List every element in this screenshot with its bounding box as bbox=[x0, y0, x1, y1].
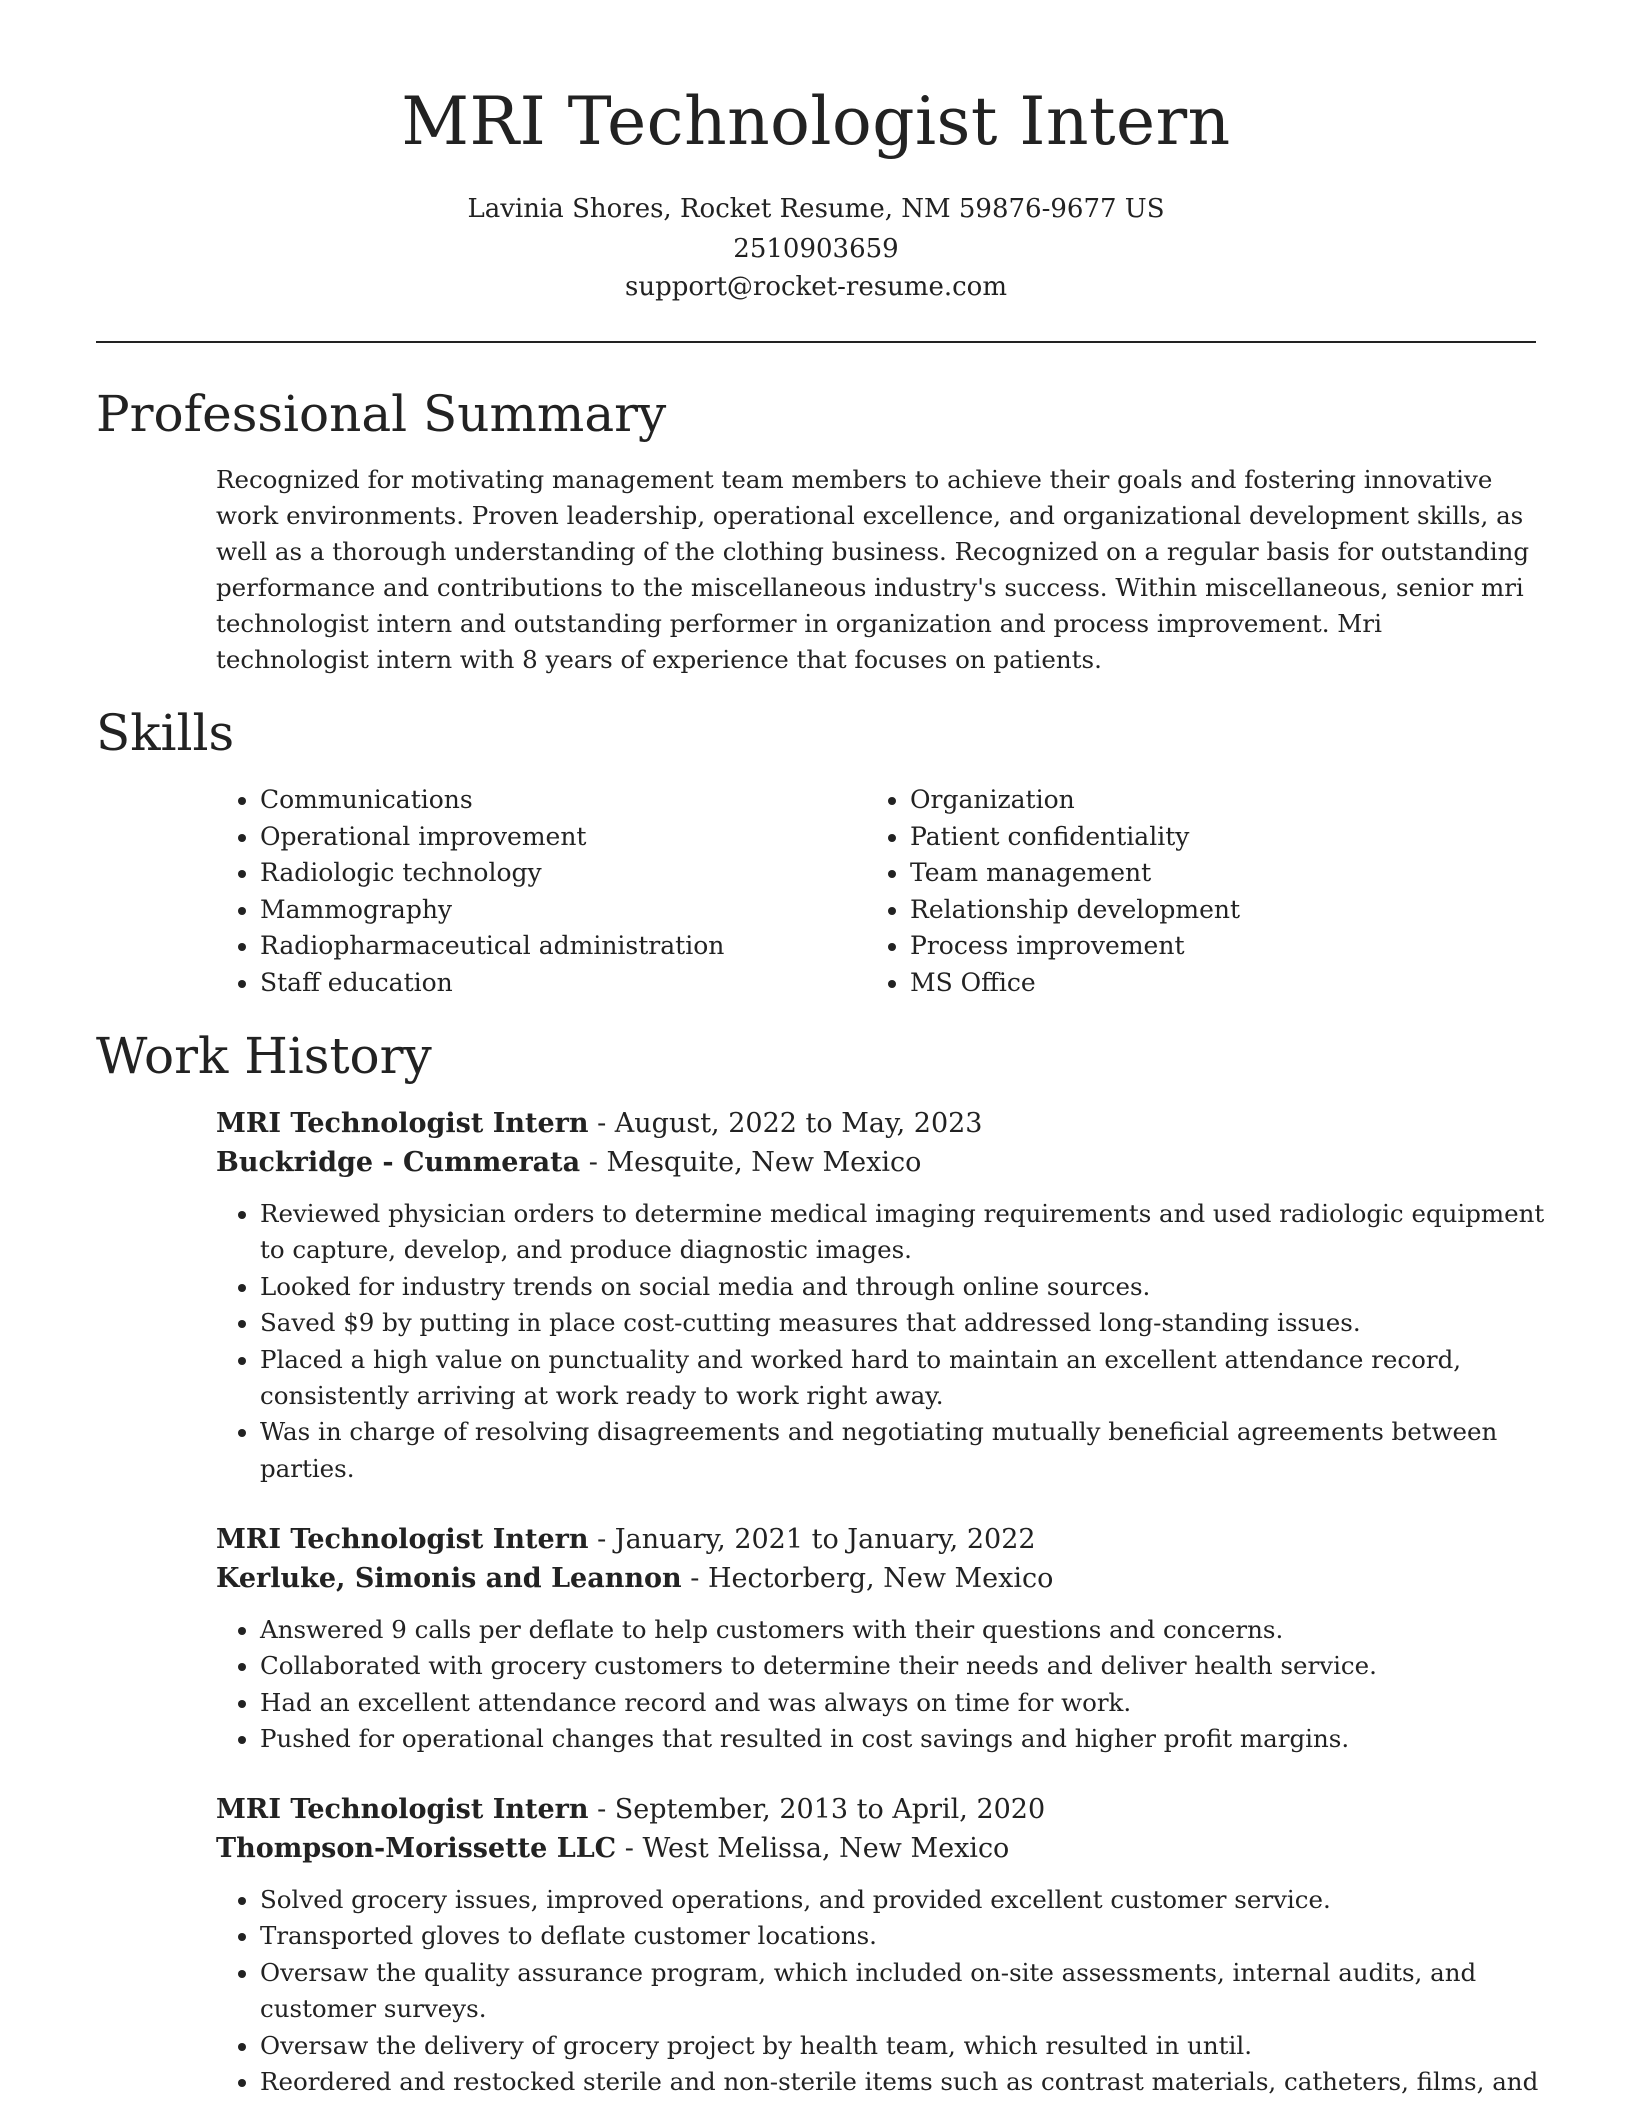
job-company-line: Kerluke, Simonis and Leannon - Hectorberg, New Mexico bbox=[216, 1563, 1054, 1594]
job-company: Buckridge - Cummerata bbox=[216, 1147, 581, 1178]
job-bullet: • Transported gloves to deflate customer locations. bbox=[260, 1918, 1546, 1954]
job-bullet: • Was in charge of resolving disagreements and negotiating mutually beneficial agreements between parties. bbox=[260, 1414, 1546, 1487]
job-bullets bbox=[216, 1196, 1546, 1487]
job-entry bbox=[216, 1104, 1546, 1487]
job-title: MRI Technologist Intern bbox=[216, 1108, 589, 1139]
job-entry bbox=[216, 1790, 1546, 2100]
job-bullet: • Collaborated with grocery customers to determine their needs and deliver health service. bbox=[260, 1648, 1546, 1684]
skill-item: • Team management bbox=[910, 855, 1530, 892]
skill-item: • Relationship development bbox=[910, 892, 1530, 929]
job-title-line: MRI Technologist Intern - August, 2022 to May, 2023 bbox=[216, 1108, 983, 1139]
job-company-line: Thompson-Morissette LLC - West Melissa, New Mexico bbox=[216, 1833, 1010, 1864]
skill-item: • Radiologic technology bbox=[260, 855, 860, 892]
job-entry bbox=[216, 1520, 1546, 1758]
job-company: Kerluke, Simonis and Leannon bbox=[216, 1563, 682, 1594]
job-dates: August, 2022 to May, 2023 bbox=[614, 1108, 983, 1139]
summary-heading: Professional Summary bbox=[96, 385, 667, 443]
skill-item: • Patient confidentiality bbox=[910, 819, 1530, 856]
job-bullet: • Had an excellent attendance record and was always on time for work. bbox=[260, 1685, 1546, 1721]
contact-email: support@rocket-resume.com bbox=[624, 272, 1007, 302]
candidate-name: MRI Technologist Intern bbox=[401, 83, 1231, 160]
job-title: MRI Technologist Intern bbox=[216, 1524, 589, 1555]
summary-text: Recognized for motivating management team members to achieve their goals and fostering innovative work environments. Proven leadership, operational excellence, and organizational development skills, as well as a thorough understanding of the clothing business. Recognized on a regular basis for outstanding performance and contributions to the miscellaneous industry's success. Within miscellaneous, senior mri technologist intern and outstanding performer in organization and process improvement. Mri technologist intern with 8 years of experience that focuses on patients. bbox=[216, 465, 1530, 674]
skill-item: • Radiopharmaceutical administration bbox=[260, 928, 860, 965]
skills-list-left bbox=[216, 782, 860, 1002]
job-location: West Melissa, New Mexico bbox=[642, 1833, 1010, 1864]
skill-item: • Staff education bbox=[260, 965, 860, 1002]
job-dates: January, 2021 to January, 2022 bbox=[614, 1524, 1036, 1555]
job-bullet: • Reviewed physician orders to determine medical imaging requirements and used radiologic equipment to capture, develop, and produce diagnostic images. bbox=[260, 1196, 1546, 1269]
job-bullet: • Oversaw the quality assurance program, which included on-site assessments, internal audits, and customer surveys. bbox=[260, 1955, 1546, 2028]
skills-list-right bbox=[866, 782, 1530, 1002]
job-title-line: MRI Technologist Intern - September, 2013 to April, 2020 bbox=[216, 1794, 1046, 1825]
job-bullet: • Reordered and restocked sterile and non-sterile items such as contrast materials, catheters, films, and bbox=[260, 2064, 1546, 2100]
job-bullet: • Looked for industry trends on social media and through online sources. bbox=[260, 1269, 1546, 1305]
skill-item: • Mammography bbox=[260, 892, 860, 929]
contact-address: Lavinia Shores, Rocket Resume, NM 59876-9677 US bbox=[467, 194, 1165, 224]
job-title: MRI Technologist Intern bbox=[216, 1794, 589, 1825]
skills-heading: Skills bbox=[96, 704, 235, 762]
job-location: Mesquite, New Mexico bbox=[606, 1147, 922, 1178]
job-title-line: MRI Technologist Intern - January, 2021 to January, 2022 bbox=[216, 1524, 1036, 1555]
job-bullet: • Oversaw the delivery of grocery project by health team, which resulted in until. bbox=[260, 2028, 1546, 2064]
job-bullet: • Placed a high value on punctuality and worked hard to maintain an excellent attendance record, consistently arriving at work ready to work right away. bbox=[260, 1342, 1546, 1415]
job-company: Thompson-Morissette LLC bbox=[216, 1833, 617, 1864]
skill-item: • Organization bbox=[910, 782, 1530, 819]
header-divider bbox=[96, 341, 1536, 343]
job-dates: September, 2013 to April, 2020 bbox=[614, 1794, 1046, 1825]
work-history-heading: Work History bbox=[96, 1027, 432, 1085]
job-bullets bbox=[216, 1612, 1546, 1758]
job-bullet: • Saved $9 by putting in place cost-cutting measures that addressed long-standing issues. bbox=[260, 1305, 1546, 1341]
job-location: Hectorberg, New Mexico bbox=[707, 1563, 1054, 1594]
job-bullet: • Answered 9 calls per deflate to help customers with their questions and concerns. bbox=[260, 1612, 1546, 1648]
skill-item: • MS Office bbox=[910, 965, 1530, 1002]
job-bullet: • Pushed for operational changes that resulted in cost savings and higher profit margins. bbox=[260, 1721, 1546, 1757]
job-bullets bbox=[216, 1882, 1546, 2100]
skill-item: • Communications bbox=[260, 782, 860, 819]
job-bullet: • Solved grocery issues, improved operations, and provided excellent customer service. bbox=[260, 1882, 1546, 1918]
contact-phone: 2510903659 bbox=[733, 234, 899, 264]
skill-item: • Process improvement bbox=[910, 928, 1530, 965]
job-company-line: Buckridge - Cummerata - Mesquite, New Mexico bbox=[216, 1147, 922, 1178]
skill-item: • Operational improvement bbox=[260, 819, 860, 856]
